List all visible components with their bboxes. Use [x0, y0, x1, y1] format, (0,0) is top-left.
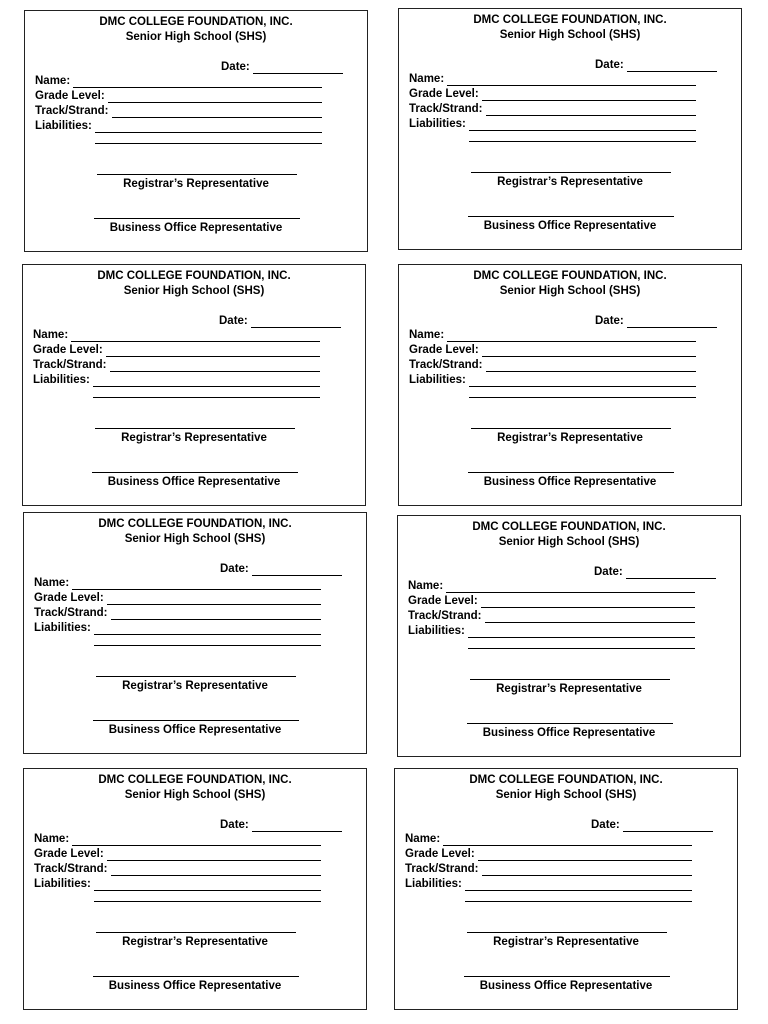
name-field: [408, 579, 695, 593]
date-line[interactable]: [253, 62, 343, 74]
track-strand-line[interactable]: [486, 104, 697, 116]
registrar-signature-line[interactable]: [467, 932, 667, 933]
date-label: Date:: [221, 61, 250, 73]
track-strand-field: [34, 862, 321, 876]
grade-level-field: [409, 87, 696, 101]
name-label: Name:: [409, 73, 445, 85]
organization-name: DMC COLLEGE FOUNDATION, INC.: [98, 774, 292, 786]
date-line[interactable]: [623, 820, 713, 832]
track-strand-line[interactable]: [110, 360, 321, 372]
name-field: [409, 328, 696, 342]
business-office-signature-label: Business Office Representative: [483, 220, 657, 232]
liabilities-field: [409, 373, 696, 387]
name-label: Name:: [35, 75, 71, 87]
date-field: [219, 314, 341, 328]
grade-level-line[interactable]: [478, 849, 692, 861]
date-field: [220, 818, 342, 832]
date-field: [595, 58, 717, 72]
business-office-signature-label: Business Office Representative: [109, 222, 283, 234]
name-line[interactable]: [446, 581, 695, 593]
business-office-signature-line[interactable]: [94, 218, 300, 219]
liabilities-extra-line[interactable]: [95, 143, 322, 144]
organization-name: DMC COLLEGE FOUNDATION, INC.: [473, 14, 667, 26]
grade-level-label: Grade Level:: [408, 595, 478, 607]
grade-level-field: [408, 594, 695, 608]
liabilities-extra-line[interactable]: [468, 648, 695, 649]
date-field: [594, 565, 716, 579]
school-name: Senior High School (SHS): [495, 789, 637, 801]
liabilities-line[interactable]: [94, 879, 321, 891]
liabilities-label: Liabilities:: [409, 374, 466, 386]
date-line[interactable]: [252, 820, 342, 832]
organization-name: DMC COLLEGE FOUNDATION, INC.: [473, 270, 667, 282]
organization-name: DMC COLLEGE FOUNDATION, INC.: [97, 270, 291, 282]
name-label: Name:: [409, 329, 445, 341]
organization-name: DMC COLLEGE FOUNDATION, INC.: [472, 521, 666, 533]
school-name: Senior High School (SHS): [123, 285, 265, 297]
grade-level-field: [35, 89, 322, 103]
school-name: Senior High School (SHS): [499, 285, 641, 297]
organization-name: DMC COLLEGE FOUNDATION, INC.: [469, 774, 663, 786]
track-strand-label: Track/Strand:: [34, 863, 108, 875]
liabilities-extra-line[interactable]: [465, 901, 692, 902]
name-line[interactable]: [447, 330, 696, 342]
date-label: Date:: [595, 315, 624, 327]
clearance-slip-2: [398, 8, 742, 250]
business-office-signature-line[interactable]: [93, 976, 299, 977]
registrar-signature-label: Registrar’s Representative: [497, 432, 643, 444]
track-strand-line[interactable]: [112, 106, 323, 118]
liabilities-line[interactable]: [469, 375, 696, 387]
registrar-signature-line[interactable]: [95, 428, 295, 429]
grade-level-line[interactable]: [107, 849, 321, 861]
name-field: [34, 832, 321, 846]
clearance-slip-5: [23, 512, 367, 754]
date-label: Date:: [594, 566, 623, 578]
track-strand-field: [34, 606, 321, 620]
clearance-slip-6: [397, 515, 741, 757]
grade-level-label: Grade Level:: [409, 88, 479, 100]
business-office-signature-label: Business Office Representative: [107, 476, 281, 488]
school-name: Senior High School (SHS): [498, 536, 640, 548]
name-line[interactable]: [72, 578, 321, 590]
grade-level-label: Grade Level:: [33, 344, 103, 356]
date-label: Date:: [219, 315, 248, 327]
grade-level-line[interactable]: [107, 593, 321, 605]
registrar-signature-line[interactable]: [471, 172, 671, 173]
date-line[interactable]: [251, 316, 341, 328]
name-line[interactable]: [443, 834, 692, 846]
liabilities-line[interactable]: [94, 623, 321, 635]
track-strand-line[interactable]: [111, 608, 322, 620]
business-office-signature-label: Business Office Representative: [482, 727, 656, 739]
registrar-signature-label: Registrar’s Representative: [121, 432, 267, 444]
business-office-signature-line[interactable]: [92, 472, 298, 473]
name-label: Name:: [34, 833, 70, 845]
business-office-signature-line[interactable]: [468, 472, 674, 473]
business-office-signature-label: Business Office Representative: [108, 980, 282, 992]
business-office-signature-label: Business Office Representative: [483, 476, 657, 488]
grade-level-field: [409, 343, 696, 357]
school-name: Senior High School (SHS): [499, 29, 641, 41]
track-strand-line[interactable]: [485, 611, 696, 623]
date-label: Date:: [220, 563, 249, 575]
name-line[interactable]: [73, 76, 322, 88]
registrar-signature-label: Registrar’s Representative: [496, 683, 642, 695]
liabilities-line[interactable]: [469, 119, 696, 131]
liabilities-label: Liabilities:: [35, 120, 92, 132]
liabilities-field: [33, 373, 320, 387]
track-strand-line[interactable]: [111, 864, 322, 876]
date-line[interactable]: [252, 564, 342, 576]
registrar-signature-label: Registrar’s Representative: [497, 176, 643, 188]
track-strand-label: Track/Strand:: [409, 103, 483, 115]
name-field: [409, 72, 696, 86]
liabilities-extra-line[interactable]: [469, 397, 696, 398]
registrar-signature-line[interactable]: [96, 676, 296, 677]
name-line[interactable]: [447, 74, 696, 86]
date-field: [595, 314, 717, 328]
name-label: Name:: [33, 329, 69, 341]
liabilities-field: [405, 877, 692, 891]
date-line[interactable]: [626, 567, 716, 579]
track-strand-field: [405, 862, 692, 876]
liabilities-extra-line[interactable]: [469, 141, 696, 142]
business-office-signature-line[interactable]: [467, 723, 673, 724]
track-strand-label: Track/Strand:: [34, 607, 108, 619]
track-strand-label: Track/Strand:: [405, 863, 479, 875]
registrar-signature-label: Registrar’s Representative: [122, 936, 268, 948]
liabilities-field: [408, 624, 695, 638]
business-office-signature-label: Business Office Representative: [479, 980, 653, 992]
name-line[interactable]: [71, 330, 320, 342]
grade-level-label: Grade Level:: [405, 848, 475, 860]
date-label: Date:: [591, 819, 620, 831]
name-field: [33, 328, 320, 342]
organization-name: DMC COLLEGE FOUNDATION, INC.: [98, 518, 292, 530]
track-strand-label: Track/Strand:: [35, 105, 109, 117]
liabilities-extra-line[interactable]: [93, 397, 320, 398]
track-strand-label: Track/Strand:: [33, 359, 107, 371]
date-line[interactable]: [627, 316, 717, 328]
track-strand-line[interactable]: [486, 360, 697, 372]
track-strand-label: Track/Strand:: [409, 359, 483, 371]
name-field: [35, 74, 322, 88]
liabilities-label: Liabilities:: [405, 878, 462, 890]
track-strand-field: [409, 102, 696, 116]
liabilities-extra-line[interactable]: [94, 645, 321, 646]
name-field: [34, 576, 321, 590]
clearance-slip-1: [24, 10, 368, 252]
liabilities-line[interactable]: [93, 375, 320, 387]
name-line[interactable]: [72, 834, 321, 846]
date-field: [220, 562, 342, 576]
track-strand-field: [33, 358, 320, 372]
school-name: Senior High School (SHS): [124, 789, 266, 801]
track-strand-label: Track/Strand:: [408, 610, 482, 622]
grade-level-label: Grade Level:: [35, 90, 105, 102]
grade-level-label: Grade Level:: [34, 848, 104, 860]
track-strand-field: [408, 609, 695, 623]
liabilities-extra-line[interactable]: [94, 901, 321, 902]
grade-level-field: [34, 847, 321, 861]
registrar-signature-line[interactable]: [96, 932, 296, 933]
liabilities-field: [34, 621, 321, 635]
date-field: [591, 818, 713, 832]
liabilities-line[interactable]: [465, 879, 692, 891]
liabilities-label: Liabilities:: [409, 118, 466, 130]
business-office-signature-line[interactable]: [468, 216, 674, 217]
business-office-signature-line[interactable]: [464, 976, 670, 977]
track-strand-field: [409, 358, 696, 372]
track-strand-line[interactable]: [482, 864, 693, 876]
grade-level-line[interactable]: [481, 596, 695, 608]
grade-level-field: [33, 343, 320, 357]
grade-level-line[interactable]: [482, 89, 696, 101]
date-field: [221, 60, 343, 74]
grade-level-line[interactable]: [108, 91, 322, 103]
school-name: Senior High School (SHS): [125, 31, 267, 43]
grade-level-label: Grade Level:: [34, 592, 104, 604]
clearance-slip-7: [23, 768, 367, 1010]
grade-level-field: [405, 847, 692, 861]
liabilities-label: Liabilities:: [408, 625, 465, 637]
clearance-slip-3: [22, 264, 366, 506]
liabilities-field: [34, 877, 321, 891]
liabilities-label: Liabilities:: [34, 622, 91, 634]
track-strand-field: [35, 104, 322, 118]
grade-level-line[interactable]: [482, 345, 696, 357]
liabilities-field: [35, 119, 322, 133]
school-name: Senior High School (SHS): [124, 533, 266, 545]
date-line[interactable]: [627, 60, 717, 72]
name-label: Name:: [405, 833, 441, 845]
grade-level-field: [34, 591, 321, 605]
date-label: Date:: [220, 819, 249, 831]
liabilities-line[interactable]: [468, 626, 695, 638]
grade-level-line[interactable]: [106, 345, 320, 357]
liabilities-line[interactable]: [95, 121, 322, 133]
grade-level-label: Grade Level:: [409, 344, 479, 356]
name-label: Name:: [408, 580, 444, 592]
name-field: [405, 832, 692, 846]
business-office-signature-line[interactable]: [93, 720, 299, 721]
organization-name: DMC COLLEGE FOUNDATION, INC.: [99, 16, 293, 28]
registrar-signature-line[interactable]: [97, 174, 297, 175]
liabilities-label: Liabilities:: [33, 374, 90, 386]
registrar-signature-line[interactable]: [470, 679, 670, 680]
registrar-signature-line[interactable]: [471, 428, 671, 429]
business-office-signature-label: Business Office Representative: [108, 724, 282, 736]
registrar-signature-label: Registrar’s Representative: [493, 936, 639, 948]
name-label: Name:: [34, 577, 70, 589]
registrar-signature-label: Registrar’s Representative: [122, 680, 268, 692]
clearance-slip-8: [394, 768, 738, 1010]
clearance-slip-4: [398, 264, 742, 506]
date-label: Date:: [595, 59, 624, 71]
liabilities-label: Liabilities:: [34, 878, 91, 890]
liabilities-field: [409, 117, 696, 131]
registrar-signature-label: Registrar’s Representative: [123, 178, 269, 190]
